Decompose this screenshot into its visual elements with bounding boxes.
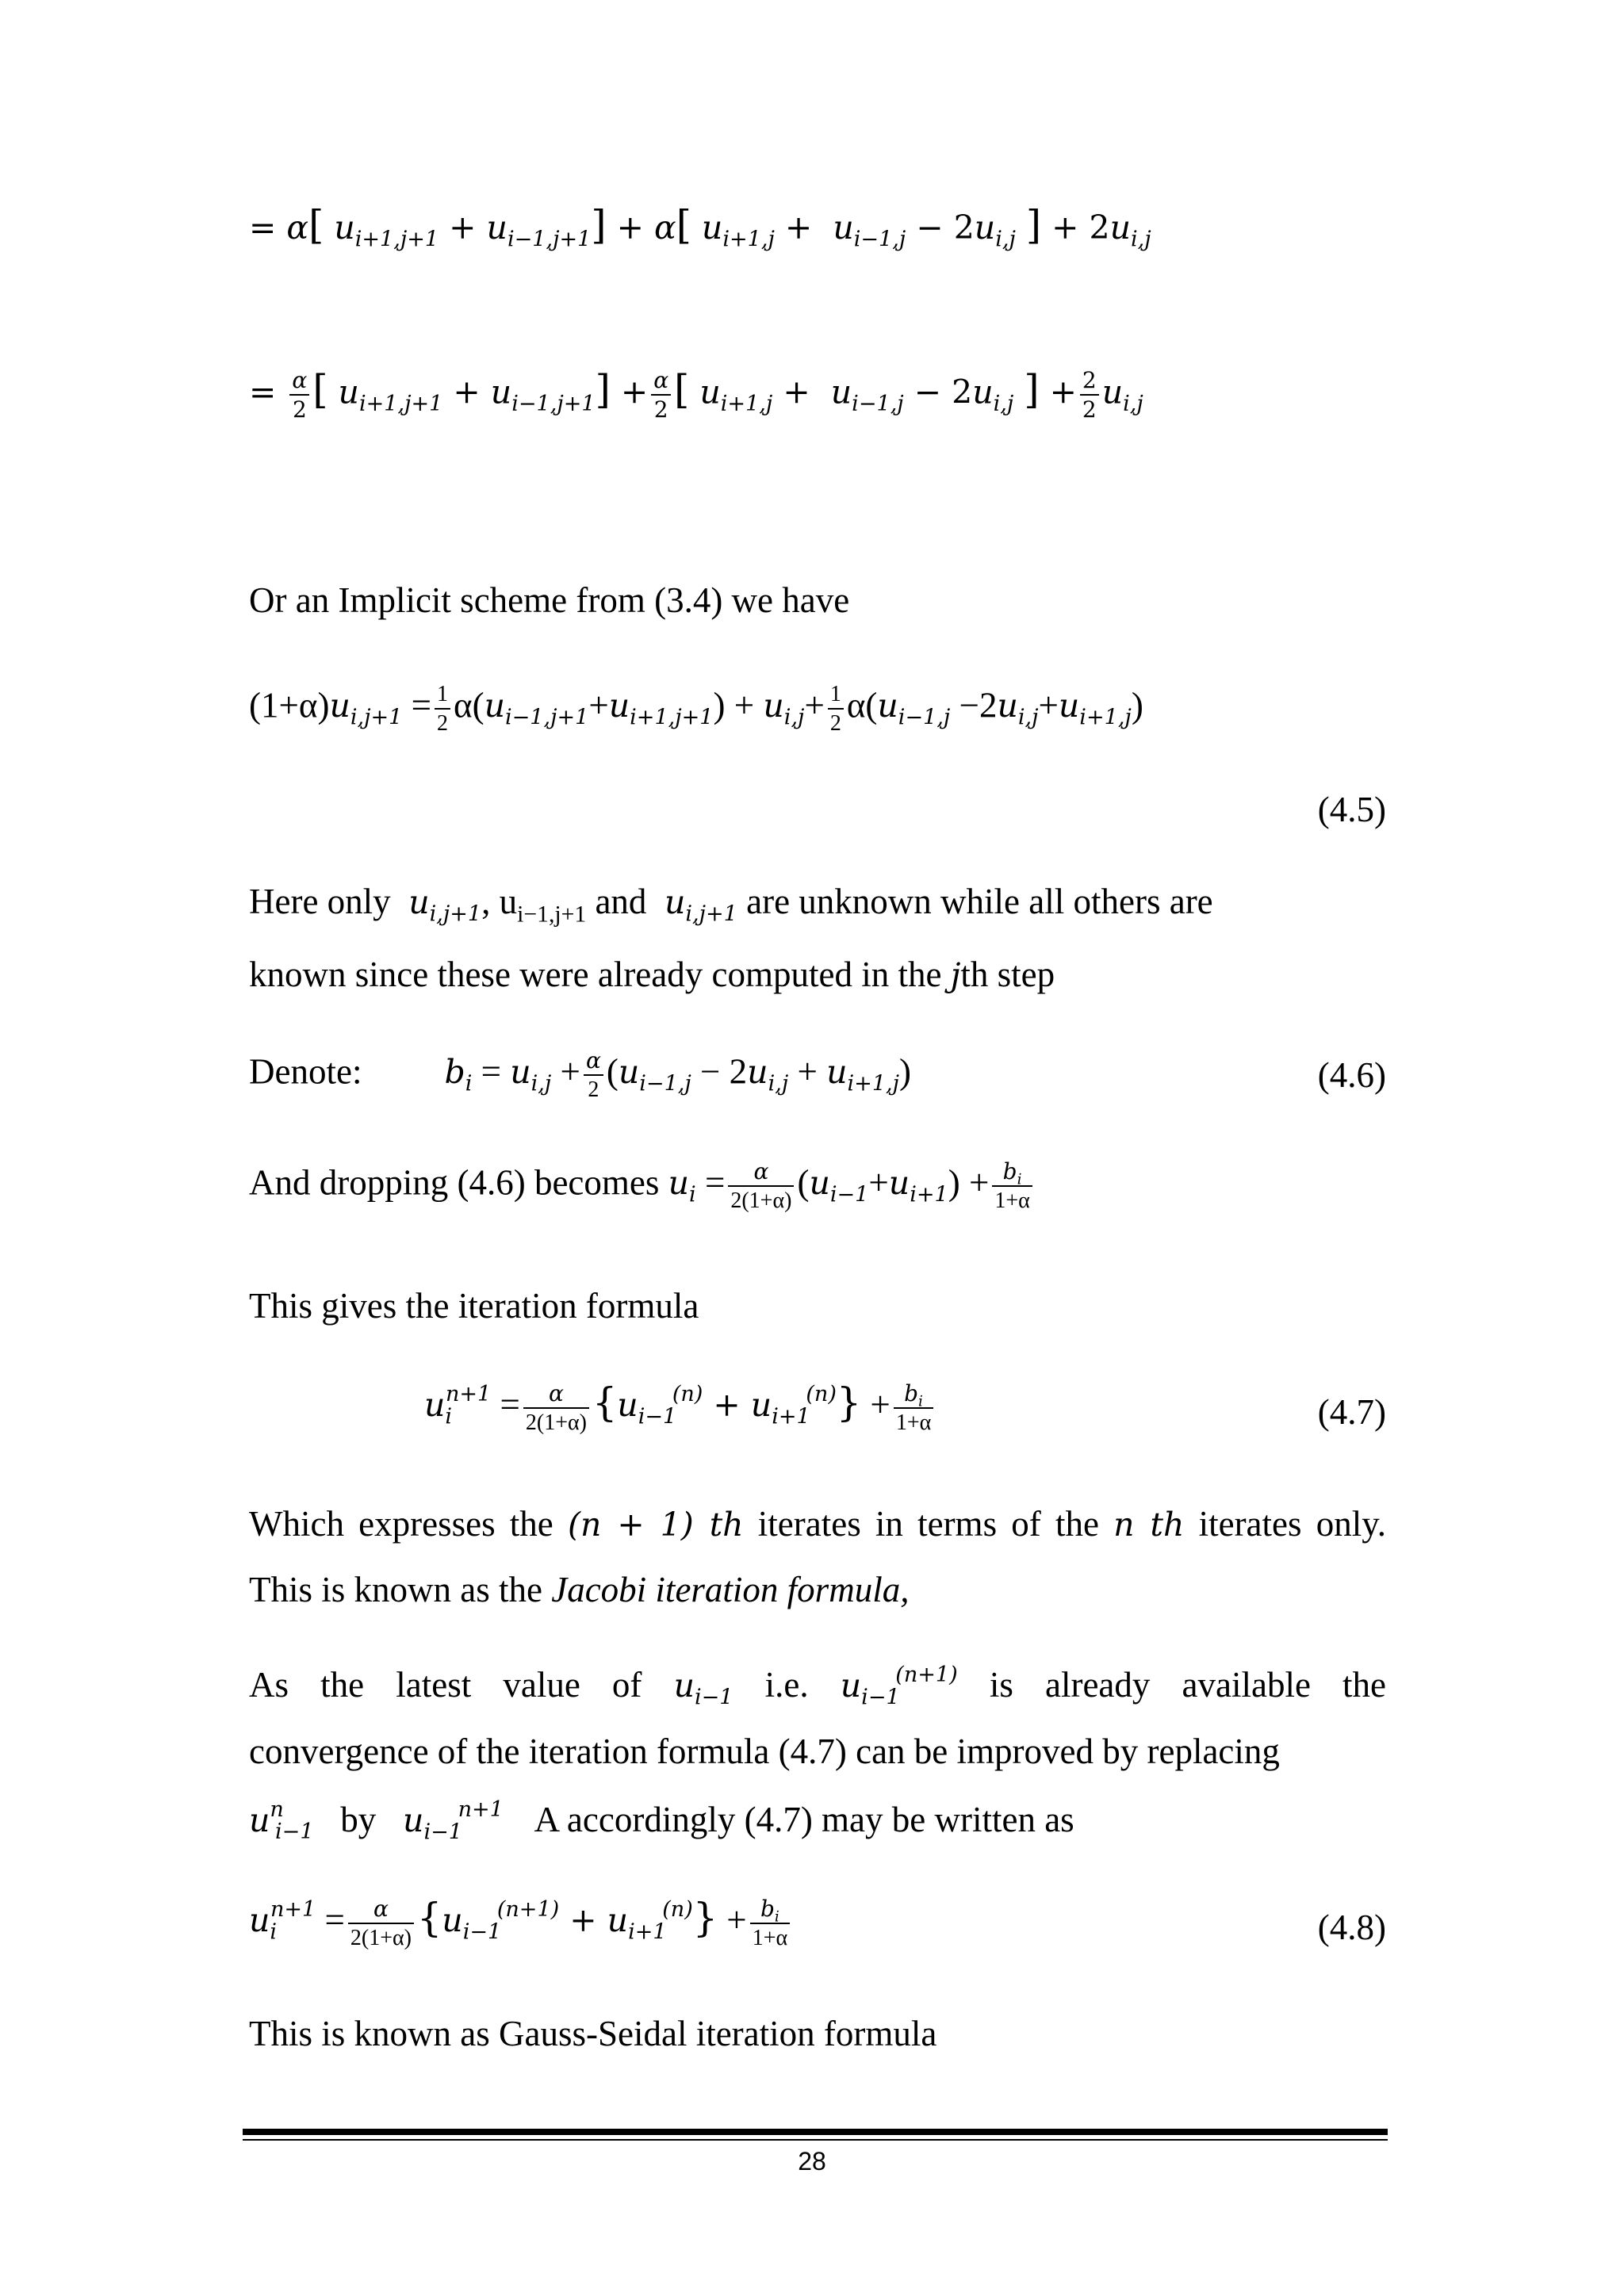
equation-number-4-7: (4.7): [1317, 1392, 1386, 1432]
text-unknown-clause: are unknown while all others are: [746, 882, 1213, 921]
paragraph-latest-value: As the latest value of $u_{i-1}$ i.e. $u_{i-1}^{(n+1)}$ is already available the: [249, 1663, 1387, 1710]
footer-rule-thin: [243, 2139, 1388, 2141]
text-known-as-jacobi: This is known as the: [249, 1570, 542, 1609]
equation-number-4-6: (4.6): [1317, 1055, 1386, 1095]
text-and-dropping: And dropping (4.6) becomes: [249, 1162, 660, 1203]
paragraph-which-expresses: Which expresses the (n + 1) th iterates in terms of the n th iterates only.: [249, 1504, 1387, 1544]
text-known-since: known since these were already computed in the: [249, 955, 942, 994]
paragraph-replacing: $u^n_{i-1}$ by $u_{i-1}^{n+1}$ A accordingly (4.7) may be written as: [249, 1797, 1074, 1845]
paragraph-implicit-intro: Or an Implicit scheme from (3.4) we have: [249, 580, 850, 620]
text-here-only: Here only: [249, 882, 391, 921]
text-and: and: [595, 882, 647, 921]
text-iterates-in-terms: iterates in terms of the: [757, 1504, 1099, 1544]
paragraph-unknowns: Here only $u_{i,j+1}$, $u_{i-1,j+1}$ and $u_{i,j+1}$ are unknown while all others are: [249, 882, 1213, 928]
text-accordingly: A accordingly (4.7) may be written as: [534, 1800, 1074, 1839]
equation-gauss-seidal: $u_i^{n+1}$ = $\frac{\alpha}{2(1+\alpha)}$ $\{u_{i-1}^{(n+1)} + u_{i+1}^{(n)}\}$ + $\frac{b_i}{1+\alpha}$: [249, 1895, 1386, 1952]
text-jacobi-name: Jacobi iteration formula,: [551, 1570, 910, 1609]
text-iterates-only: iterates only.: [1198, 1504, 1387, 1544]
equation-number-4-5: (4.5): [1317, 790, 1386, 829]
paragraph-known-since: known since these were already computed in the jth step: [249, 955, 1055, 994]
equation-dropping: And dropping (4.6) becomes $u_i$ = $\frac{\alpha}{2(1+\alpha)}$ $(u_{i-1}+u_{i+1})$ + $\frac{b_i}{1+\alpha}$: [249, 1158, 1386, 1215]
equation-explicit-alpha: = α[ $u_{i+1,j+1} + u_{i-1,j+1}] + \alpha$[ $u_{i+1,j} + u_{i-1,j} - 2u_{i,j}$ ] + $2u_{i,j}$: [249, 202, 1151, 252]
paragraph-gauss-seidal: This is known as Gauss-Seidal iteration formula: [249, 2014, 937, 2053]
equation-implicit-scheme: $(1+\alpha)u_{i,j+1}$ = $\frac{1}{2}$ $\alpha(u_{i-1,j+1}+u_{i+1,j+1}) + u_{i,j}+$ $\frac{1}{2}$ $\alpha(u_{i-1,j} -2u_{i,j}+u_{i+1,j})$: [249, 682, 1143, 736]
text-denote: Denote:: [249, 1051, 362, 1092]
text-by: by: [340, 1800, 377, 1839]
text-ie: i.e.: [764, 1665, 809, 1705]
equation-jacobi: $u_i^{n+1}$ = $\frac{\alpha}{2(1+\alpha)}$ $\{u_{i-1}^{(n)} + u_{i+1}^{(n)}\}$ + $\frac{b_i}{1+\alpha}$: [424, 1380, 1386, 1437]
paragraph-convergence: convergence of the iteration formula (4.7) can be improved by replacing: [249, 1732, 1280, 1771]
text-already-available: is already available the: [989, 1665, 1387, 1705]
paragraph-gives-iteration: This gives the iteration formula: [249, 1286, 699, 1326]
equation-denote-bi: Denote: $b_i = u_{i,j}$ + $\frac{\alpha}{2}$ $(u_{i-1,j} - 2u_{i,j} + u_{i+1,j})$: [249, 1047, 912, 1102]
text-which-expresses: Which expresses the: [249, 1504, 553, 1544]
equation-explicit-half-alpha: = $\frac{\alpha}{2}$ [ $u_{i+1,j+1} + u_{i-1,j+1}$] + $\frac{\alpha}{2}$ [ $u_{i+1,j} + u_{i-1,j} - 2u_{i,j}$ ] + $\frac{2}{2}$ $u_{i,j}$: [249, 366, 1143, 423]
equation-number-4-8: (4.8): [1317, 1908, 1386, 1947]
text-as-latest-value: As the latest value of: [249, 1665, 642, 1705]
text-jth-step: th step: [960, 955, 1055, 994]
paragraph-known-as-jacobi: [249, 1568, 1386, 1611]
footer-rule-thick: [243, 2129, 1388, 2135]
page-number: 28: [798, 2147, 826, 2175]
